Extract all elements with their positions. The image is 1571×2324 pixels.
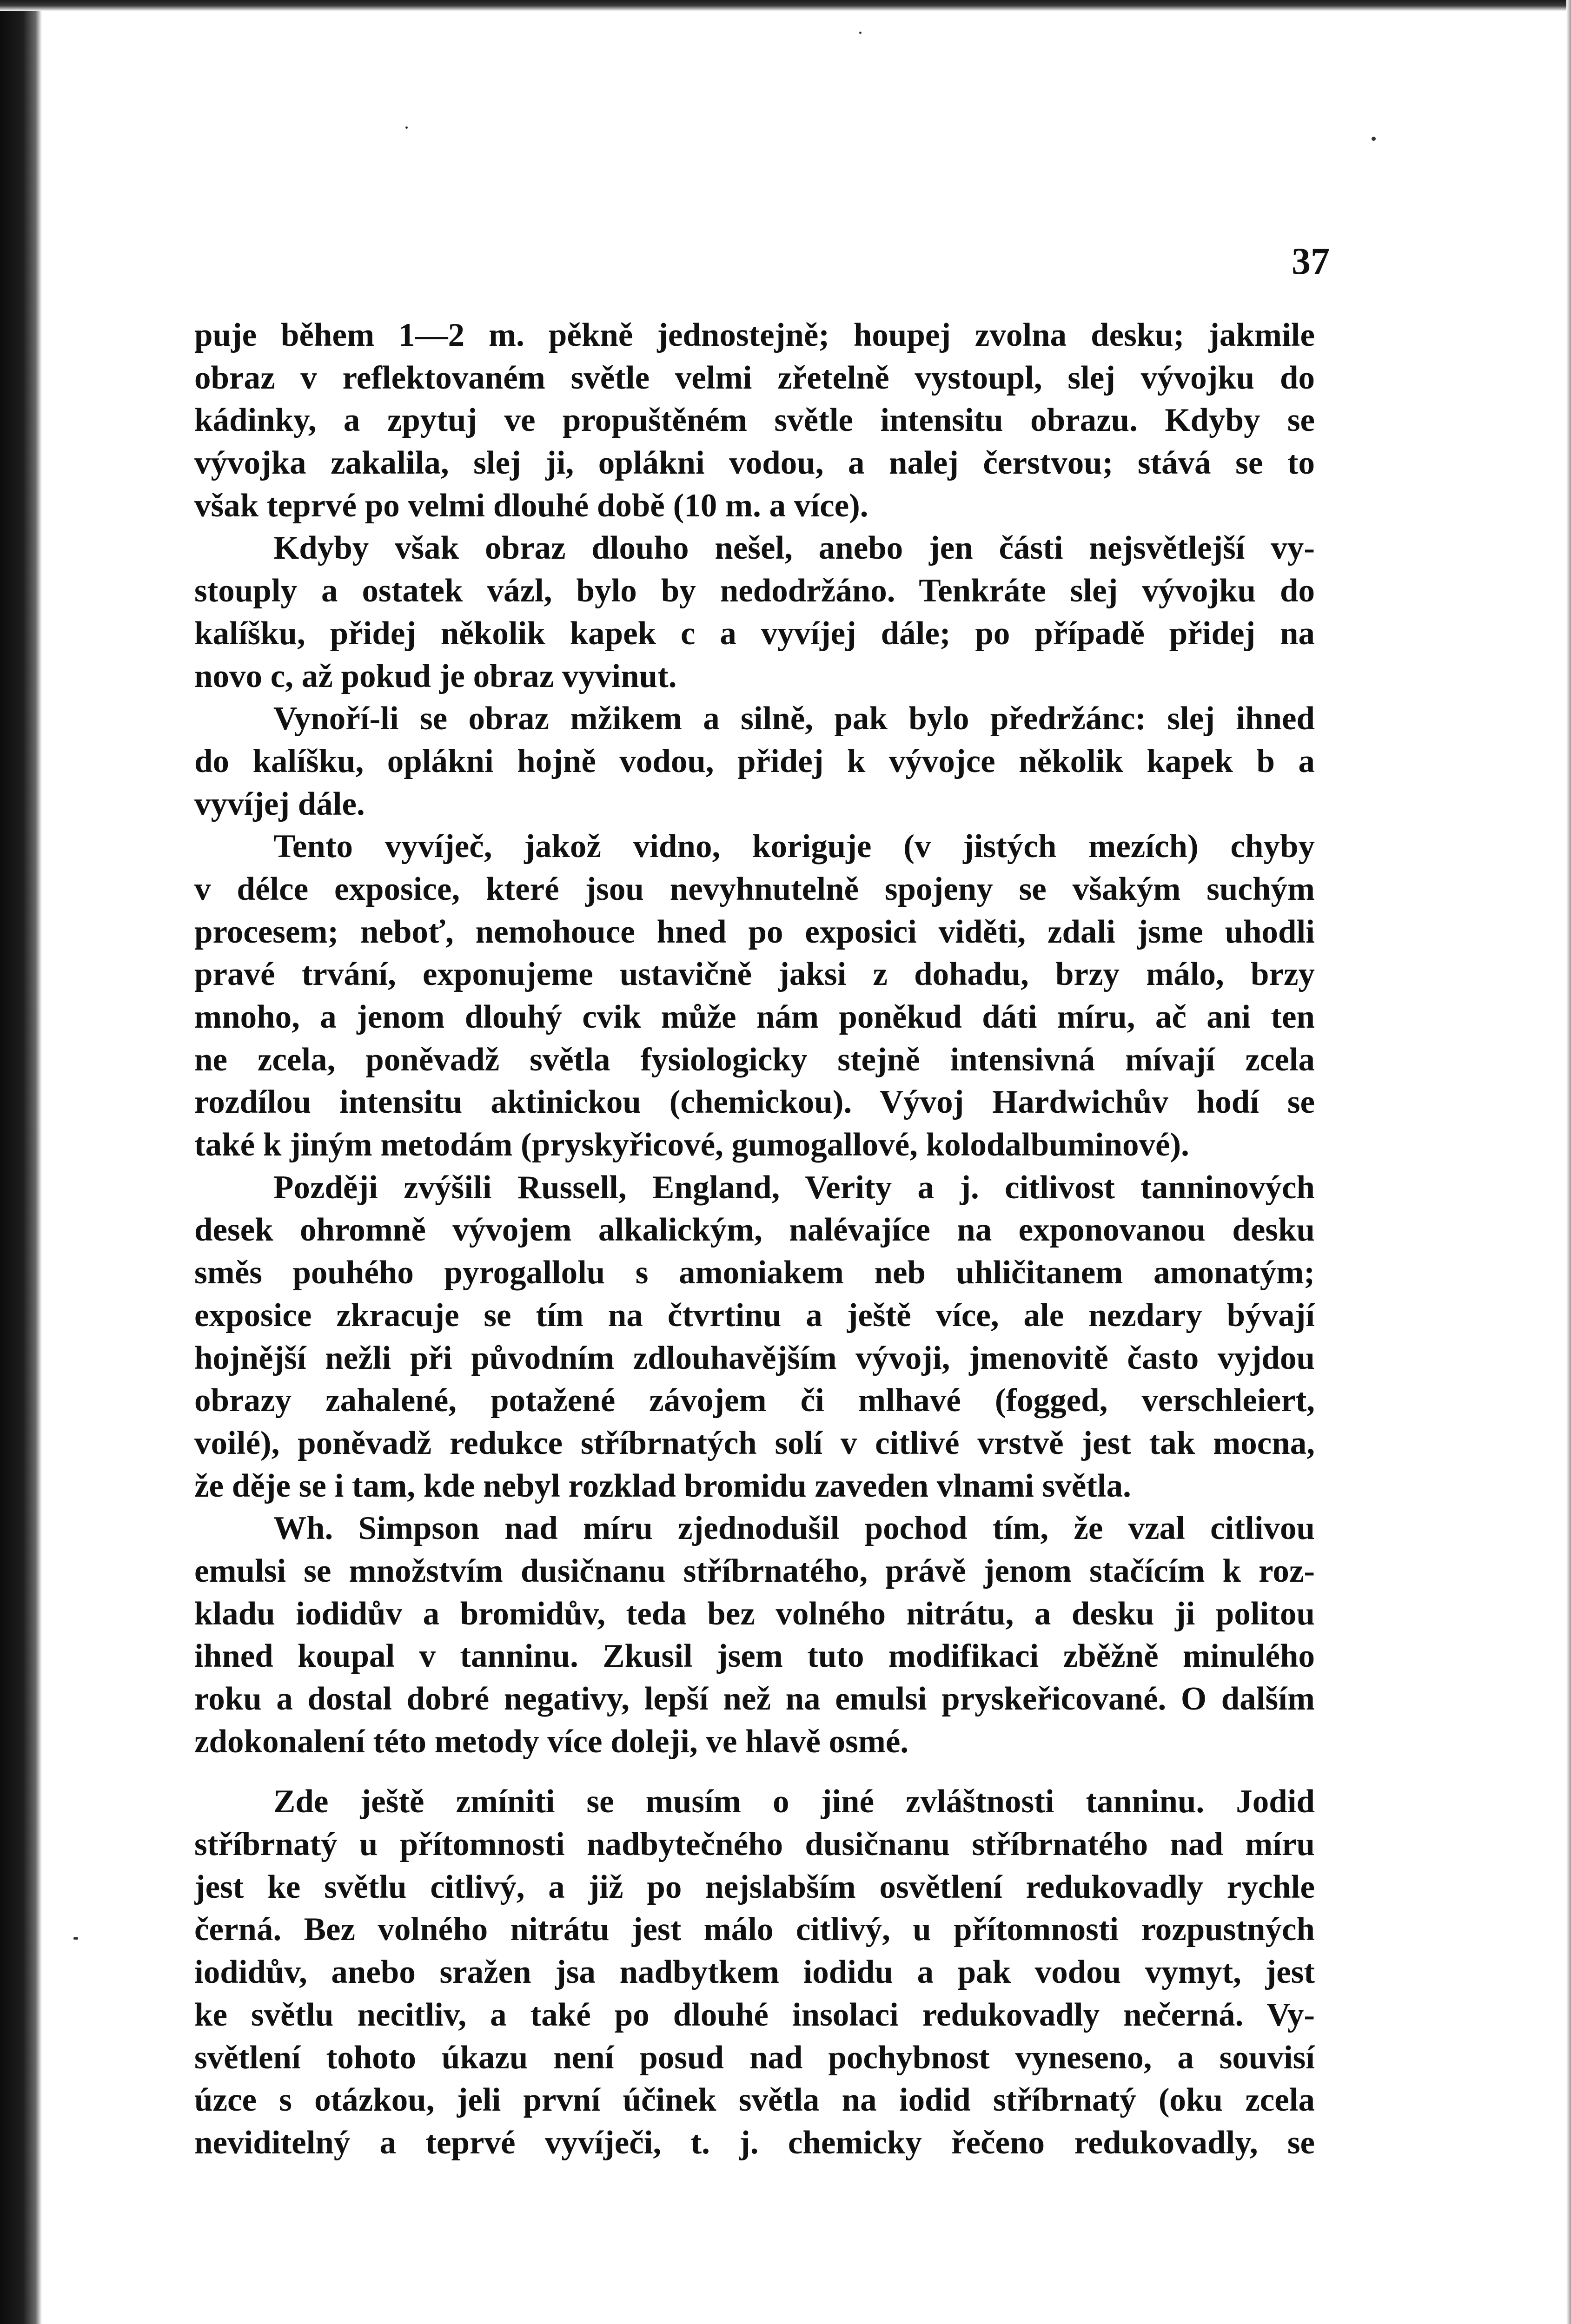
text-line: ne zcela, poněvadž světla fysiologicky stejně intensivná mívají zcela [194,1041,1315,1078]
text-line: iodidův, anebo sražen jsa nadbytkem iodidu a pak vodou vymyt, jest [194,1954,1315,1991]
text-line: voilé), poněvadž redukce stříbrnatých solí v citlivé vrstvě jest tak mocna, [194,1425,1315,1461]
text-line: však teprvé po velmi dlouhé době (10 m. a více). [194,487,868,524]
binding-shadow [0,0,42,2324]
text-line: Tento vyvíječ, jakož vidno, koriguje (v jistých mezích) chyby [273,828,1315,865]
page-number: 37 [1292,240,1330,282]
text-line: ke světlu necitliv, a také po dlouhé insolaci redukovadly nečerná. Vy- [194,1996,1315,2033]
text-line: kalíšku, přidej několik kapek c a vyvíjej dále; po případě přidej na [194,615,1315,652]
text-line: světlení tohoto úkazu není posud nad pochybnost vyneseno, a souvisí [194,2039,1315,2076]
text-line: roku a dostal dobré negativy, lepší než na emulsi pryskeřicované. O dalším [194,1681,1315,1717]
text-line: kádinky, a zpytuj ve propuštěném světle intensitu obrazu. Kdyby se [194,402,1315,439]
text-line: úzce s otázkou, jeli první účinek světla na iodid stříbrnatý (oku zcela [194,2082,1315,2119]
text-line: jest ke světlu citlivý, a již po nejslabším osvětlení redukovadly rychle [194,1868,1315,1905]
text-line: mnoho, a jenom dlouhý cvik může nám poněkud dáti míru, ač ani ten [194,999,1315,1035]
right-edge-shadow [1566,0,1571,2324]
text-line: puje během 1—2 m. pěkně jednostejně; houpej zvolna desku; jakmile [194,317,1315,353]
text-line: Wh. Simpson nad míru zjednodušil pochod tím, že vzal citlivou [273,1510,1315,1547]
text-line: Později zvýšili Russell, England, Verity a j. citlivost tanninových [273,1169,1315,1206]
text-line: obrazy zahalené, potažené závojem či mlhavé (fogged, verschleiert, [194,1382,1315,1419]
text-line: zdokonalení této metody více doleji, ve hlavě osmé. [194,1723,909,1760]
scan-speck [859,32,862,34]
text-line: také k jiným metodám (pryskyřicové, gumogallové, kolodalbuminové). [194,1127,1189,1163]
text-line: stříbrnatý u přítomnosti nadbytečného dusičnanu stříbrnatého nad míru [194,1826,1315,1863]
text-line: Vynoří-li se obraz mžikem a silně, pak bylo předržánc: slej ihned [273,700,1315,737]
text-line: novo c, až pokud je obraz vyvinut. [194,658,677,694]
text-line: desek ohromně vývojem alkalickým, nalévajíce na exponovanou desku [194,1212,1315,1248]
text-line: vývojka zakalila, slej ji, oplákni vodou, a nalej čerstvou; stává se to [194,445,1315,482]
text-line: stouply a ostatek vázl, bylo by nedodržáno. Tenkráte slej vývojku do [194,573,1315,609]
text-line: emulsi se množstvím dusičnanu stříbrnatého, právě jenom stačícím k roz- [194,1552,1315,1589]
text-line: vyvíjej dále. [194,786,365,822]
text-line: směs pouhého pyrogallolu s amoniakem neb uhličitanem amonatým; [194,1254,1315,1291]
text-line: pravé trvání, exponujeme ustavičně jaksi z dohadu, brzy málo, brzy [194,956,1315,993]
text-line: obraz v reflektovaném světle velmi zřetelně vystoupl, slej vývojku do [194,359,1315,396]
text-line: že děje se i tam, kde nebyl rozklad bromidu zaveden vlnami světla. [194,1467,1131,1504]
text-line: v délce exposice, které jsou nevyhnutelně spojeny se všakým suchým [194,871,1315,907]
text-line: neviditelný a teprvé vyvíječi, t. j. chemicky řečeno redukovadly, se [194,2124,1315,2161]
paragraph-gap [194,1763,1315,1781]
top-edge-shadow [0,0,1571,11]
text-line: exposice zkracuje se tím na čtvrtinu a ještě více, ale nezdary bývají [194,1297,1315,1334]
body-text [194,314,1315,2165]
scan-speck [73,1937,78,1940]
text-line: Kdyby však obraz dlouho nešel, anebo jen části nejsvětlejší vy- [273,530,1315,567]
text-line: rozdílou intensitu aktinickou (chemickou). Vývoj Hardwichův hodí se [194,1084,1315,1121]
text-line: Zde ještě zmíniti se musím o jiné zvláštnosti tanninu. Jodid [273,1783,1315,1820]
scan-speck [405,126,408,129]
text-line: procesem; neboť, nemohouce hned po exposici viděti, zdali jsme uhodli [194,913,1315,950]
text-line: hojnější nežli při původním zdlouhavějším vývoji, jmenovitě často vyjdou [194,1340,1315,1376]
text-line: do kalíšku, oplákni hojně vodou, přidej k vývojce několik kapek b a [194,743,1315,779]
text-line: kladu iodidův a bromidův, teda bez volného nitrátu, a desku ji politou [194,1595,1315,1632]
text-line: černá. Bez volného nitrátu jest málo citlivý, u přítomnosti rozpustných [194,1911,1315,1948]
text-line: ihned koupal v tanninu. Zkusil jsem tuto modifikaci zběžně minulého [194,1638,1315,1675]
scan-speck [1372,137,1376,141]
